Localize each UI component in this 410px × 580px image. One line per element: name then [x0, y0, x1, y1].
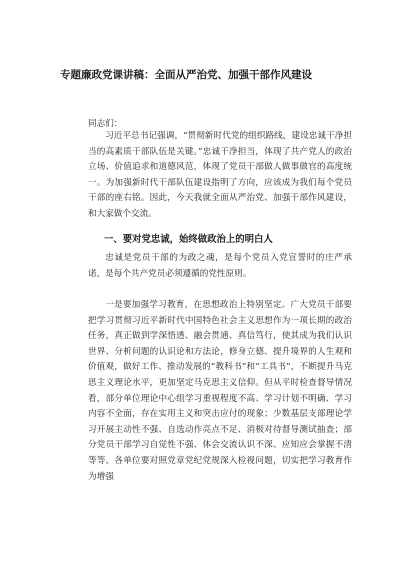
section-heading: 一、要对党忠诚，始终做政治上的明白人: [104, 234, 273, 245]
paragraph-intro: 习近平总书记强调，“贯彻新时代党的组织路线，建设忠诚干净担当的高素质干部队伍是关键。”忠诚干净担当，体现了共产党人的政治立场、价值追求和道德风范，体现了党员干部做人做事做官的高度统一。为加强新时代干部队伍建设指明了方向，应该成为我们每个党员干部的座右铭。因此，今天我就全面从严治党、加强干部作风建设，和大家做个交流。: [88, 131, 352, 219]
paragraph-study: 一是要加强学习教育，在思想政治上特别坚定。广大党员干部要把学习贯彻习近平新时代中国特色社会主义思想作为一项长期的政治任务，真正做到学深悟透、融会贯通、真信笃行，使其成为我们认识世界、分析问题的认识论和方法论，修身立德、提升境界的人生观和价值观，做好工作、推动发展的“教科书”和“工具书”，不断提升马克思主义理论水平，更加坚定马克思主义信仰。但从平时检查督导情况看，部分单位理论中心组学习重视程度不高、学习计划不明确、学习内容不全面，存在实用主义和突击应付的现象；少数基层支部理论学习开展主动性不强、自选动作亮点不足、消极对待督导测试抽查；部分党员干部学习自觉性不强、体会交流认识不深、应知应会掌握不清等等。各单位要对照党章党纪党规深入检视问题，切实把学习教育作为增强: [88, 300, 352, 482]
document-title: 专题廉政党课讲稿：全面从严治党、加强干部作风建设: [60, 69, 312, 81]
paragraph-loyalty: 忠诚是党员干部的为政之魂，是每个党员入党宣誓时的庄严承诺，是每个共产党员必须遵循的党性原则。: [88, 253, 352, 279]
greeting: 同志们：: [88, 119, 123, 129]
